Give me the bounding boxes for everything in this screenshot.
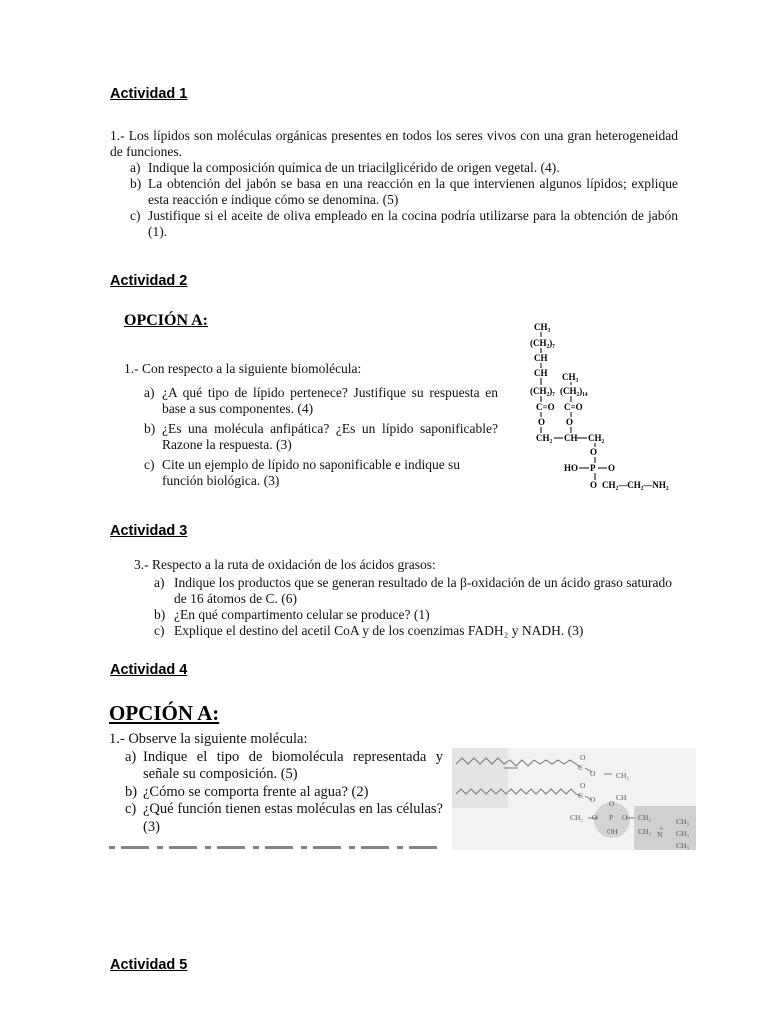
actividad-4-heading: Actividad 4 bbox=[110, 662, 188, 678]
actividad-3-question bbox=[134, 557, 682, 639]
actividad-5-heading: Actividad 5 bbox=[110, 957, 188, 973]
question-item-a bbox=[109, 749, 443, 784]
molecule-label: O bbox=[538, 417, 546, 427]
diagram-shade bbox=[452, 748, 508, 808]
molecule-label: CH bbox=[534, 353, 548, 363]
molecule-label: O bbox=[590, 447, 598, 457]
atom-label: C bbox=[578, 763, 584, 772]
item-text: ¿En qué compartimento celular se produce? (1) bbox=[174, 607, 430, 622]
atom-label: + bbox=[659, 824, 664, 833]
molecule-label: CH₂ bbox=[588, 433, 605, 443]
atom-label: OH bbox=[607, 827, 618, 836]
question-item-a bbox=[134, 575, 682, 607]
item-label: a) bbox=[130, 160, 141, 175]
item-label: b) bbox=[154, 607, 166, 622]
question-intro: 3.- Respecto a la ruta de oxidación de los ácidos grasos: bbox=[134, 557, 436, 572]
question-item-c bbox=[110, 208, 678, 240]
item-label: c) bbox=[144, 457, 155, 472]
molecule-label: CH₃ bbox=[534, 322, 551, 332]
item-label: c) bbox=[130, 208, 141, 223]
item-label: b) bbox=[125, 783, 138, 800]
item-text: Indique la composición química de un triacilglicérido de origen vegetal. (4). bbox=[148, 160, 560, 175]
molecule-label: C=O bbox=[536, 402, 555, 412]
actividad-1-heading: Actividad 1 bbox=[110, 86, 188, 102]
molecule-label: HO bbox=[564, 463, 579, 473]
item-text: Explique el destino del acetil CoA y de los coenzimas FADH₂ y NADH. (3) bbox=[174, 623, 584, 638]
item-text: ¿Cómo se comporta frente al agua? (2) bbox=[143, 783, 369, 800]
molecule-label: O bbox=[566, 417, 574, 427]
molecule-label: (CH₂)₁₄ bbox=[560, 386, 588, 396]
actividad-4-question bbox=[109, 731, 443, 836]
atom-label: O bbox=[590, 795, 596, 804]
actividad-3-heading: Actividad 3 bbox=[110, 523, 188, 539]
actividad-1-question bbox=[110, 128, 678, 240]
question-item-b bbox=[109, 784, 443, 802]
item-label: a) bbox=[125, 748, 137, 765]
atom-label: C bbox=[578, 791, 584, 800]
atom-label: O bbox=[580, 753, 586, 762]
question-item-b bbox=[134, 607, 682, 623]
atom-label: CH₂ bbox=[638, 827, 652, 836]
opcion-a-title: OPCIÓN A: bbox=[124, 312, 208, 329]
atom-label: O bbox=[622, 813, 628, 822]
atom-label: P bbox=[609, 813, 614, 822]
question-intro: 1.- Los lípidos son moléculas orgánicas presentes en todos los seres vivos con una gran heterogeneidad de funciones. bbox=[110, 128, 678, 159]
item-text: La obtención del jabón se basa en una reacción en la que intervienen algunos lípidos; explique esta reacción e indique cómo se denomina. (5) bbox=[148, 176, 678, 207]
opcion-a-title: OPCIÓN A: bbox=[109, 701, 220, 725]
phospholipid-image-diagram bbox=[452, 748, 696, 850]
atom-label: O bbox=[580, 781, 586, 790]
item-label: a) bbox=[154, 575, 165, 590]
molecule-label: O bbox=[590, 480, 598, 490]
cropped-text-line bbox=[109, 843, 443, 849]
question-item-c bbox=[109, 801, 443, 836]
atom-label: CH bbox=[616, 793, 627, 802]
molecule-label: CH₃ bbox=[562, 372, 579, 382]
molecule-label: (CH₂)₇ bbox=[530, 386, 555, 396]
atom-label: CH₃ bbox=[676, 817, 690, 826]
actividad-2-heading: Actividad 2 bbox=[110, 273, 188, 289]
question-item-a bbox=[124, 385, 498, 417]
item-text: ¿A qué tipo de lípido pertenece? Justifique su respuesta en base a sus componentes. (4) bbox=[162, 385, 498, 416]
question-intro: 1.- Observe la siguiente molécula: bbox=[109, 731, 308, 747]
item-text: Justifique si el aceite de oliva empleado en la cocina podría utilizarse para la obtención de jabón (1). bbox=[148, 208, 678, 239]
molecule-label: O bbox=[608, 463, 616, 473]
atom-label: CH₃ bbox=[676, 841, 690, 850]
question-item-c bbox=[134, 623, 682, 639]
atom-label: O bbox=[592, 813, 598, 822]
cropped-text-fragment bbox=[109, 846, 443, 849]
item-label: b) bbox=[144, 421, 156, 436]
molecule-label: CH₂ bbox=[536, 433, 553, 443]
item-label: c) bbox=[125, 801, 137, 817]
item-label: c) bbox=[154, 623, 165, 638]
question-item-b bbox=[110, 176, 678, 208]
item-text: Cite un ejemplo de lípido no saponificable e indique su función biológica. (3) bbox=[162, 457, 461, 488]
question-item-c bbox=[124, 457, 498, 489]
atom-label: CH₂ bbox=[616, 771, 630, 780]
item-text: ¿Qué función tienen estas moléculas en las células? (3) bbox=[143, 801, 443, 835]
molecule-label: CH₂—CH₂—NH₂ bbox=[602, 480, 669, 490]
phospholipid-structure-diagram bbox=[520, 318, 690, 494]
item-label: a) bbox=[144, 385, 155, 400]
item-text: ¿Es una molécula anfipática? ¿Es un lípido saponificable? Razone la respuesta. (3) bbox=[162, 421, 498, 452]
atom-label: CH₃ bbox=[676, 829, 690, 838]
question-item-b bbox=[124, 421, 498, 453]
molecule-label: C=O bbox=[564, 402, 583, 412]
question-intro: 1.- Con respecto a la siguiente biomolécula: bbox=[124, 361, 362, 376]
item-text: Indique los productos que se generan resultado de la β-oxidación de un ácido graso saturado de 16 átomos de C. (6) bbox=[174, 575, 672, 606]
atom-label: O bbox=[590, 769, 596, 778]
item-text: Indique el tipo de biomolécula representada y señale su composición. (5) bbox=[143, 748, 443, 782]
question-item-a bbox=[110, 160, 678, 176]
molecule-label: CH bbox=[564, 433, 578, 443]
atom-label: N bbox=[657, 830, 663, 839]
atom-label: CH₂ bbox=[638, 813, 652, 822]
molecule-label: CH bbox=[534, 368, 548, 378]
molecule-label: P bbox=[590, 463, 596, 473]
actividad-2-question bbox=[124, 361, 498, 489]
atom-label: O bbox=[609, 799, 615, 808]
molecule-label: (CH₂)₇ bbox=[530, 338, 555, 348]
item-label: b) bbox=[130, 176, 142, 191]
atom-label: CH₂ bbox=[570, 813, 584, 822]
